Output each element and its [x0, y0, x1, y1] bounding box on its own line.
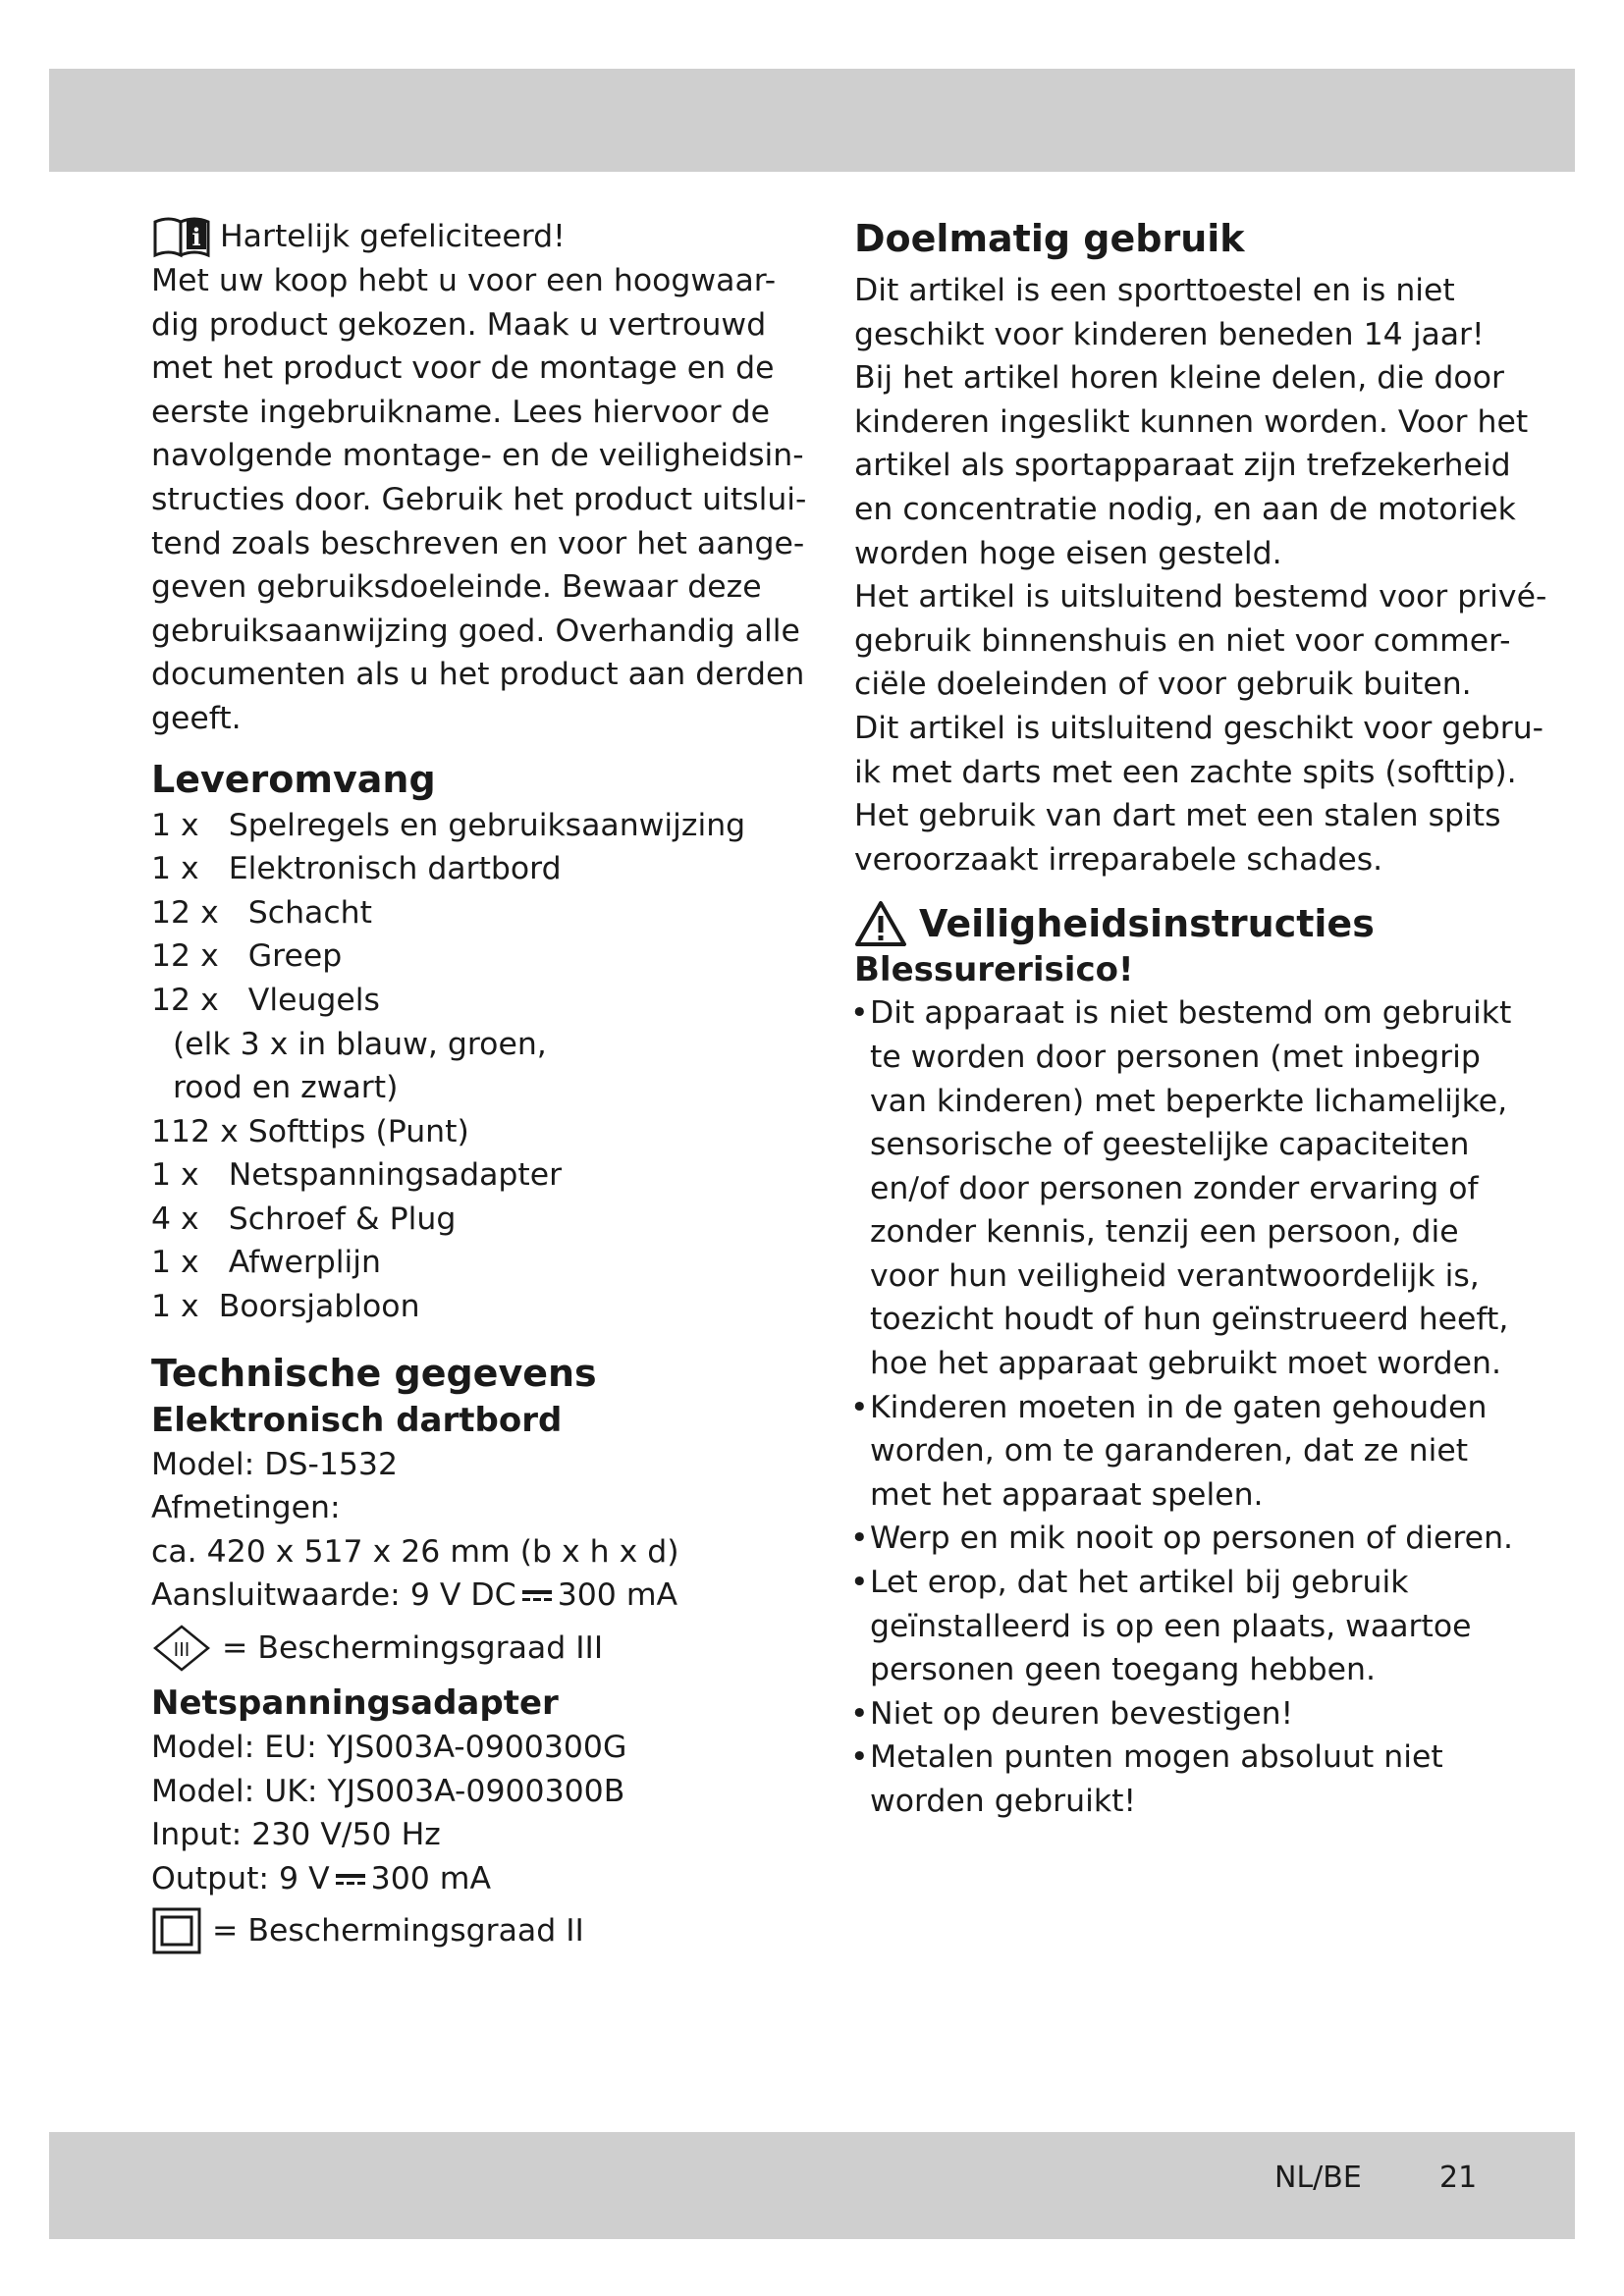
protection-class-3-label: = Beschermingsgraad III — [222, 1629, 604, 1666]
intended-use-line: Het gebruik van dart met een stalen spits — [854, 798, 1501, 834]
adapter-output — [151, 1857, 780, 1901]
bullet-dot: • — [850, 1565, 869, 1601]
adapter-output-prefix: Output: 9 V — [151, 1860, 330, 1896]
scope-item: 12 x Schacht — [151, 894, 372, 931]
intended-use-line: worden hoge eisen gesteld. — [854, 535, 1282, 571]
intended-use-line: Dit artikel is een sporttoestel en is niet — [854, 273, 1455, 308]
scope-item: 12 x Vleugels — [151, 982, 380, 1018]
safety-line: geïnstalleerd is op een plaats, waartoe — [870, 1608, 1472, 1644]
adapter-input: Input: 230 V/50 Hz — [151, 1817, 441, 1853]
intro-line: structies door. Gebruik het product uitslui- — [151, 481, 807, 517]
dartboard-power — [151, 1574, 780, 1618]
adapter-model-eu: Model: EU: YJS003A-0900300G — [151, 1730, 627, 1766]
bullet-dot: • — [850, 1739, 869, 1776]
right-column — [850, 214, 1547, 1824]
scope-heading: Leveromvang — [151, 757, 436, 801]
safety-line: personen geen toegang hebben. — [870, 1652, 1377, 1688]
safety-line: Kinderen moeten in de gaten gehouden — [870, 1389, 1488, 1425]
info-book-icon — [151, 214, 214, 259]
safety-line: toezicht houdt of hun geïnstrueerd heeft, — [870, 1302, 1509, 1338]
intro-line: documenten als u het product aan derden — [151, 657, 805, 693]
protection-class-2-label: = Beschermingsgraad II — [212, 1913, 584, 1949]
safety-subheading: Blessurerisico! — [854, 950, 1134, 990]
intro-line: dig product gekozen. Maak u vertrouwd — [151, 306, 767, 343]
dartboard-heading: Elektronisch dartbord — [151, 1400, 563, 1440]
scope-item: 4 x Schroef & Plug — [151, 1201, 457, 1237]
safety-item — [850, 1561, 1502, 1692]
warning-triangle-icon — [854, 900, 907, 947]
intended-use-line: gebruik binnenshuis en niet voor commer- — [854, 622, 1511, 659]
dc-symbol-icon — [522, 1589, 552, 1603]
intended-use-line: Het artikel is uitsluitend bestemd voor privé- — [854, 579, 1547, 615]
dc-symbol-icon — [336, 1873, 365, 1887]
intended-use-heading: Doelmatig gebruik — [854, 217, 1245, 260]
intro-line: eerste ingebruikname. Lees hiervoor de — [151, 394, 770, 430]
bullet-dot: • — [850, 1389, 869, 1425]
safety-item — [850, 991, 1512, 1385]
dartboard-dims-label: Afmetingen: — [151, 1490, 341, 1526]
safety-line: van kinderen) met beperkte lichamelijke, — [870, 1083, 1508, 1119]
scope-list — [151, 804, 780, 1329]
scope-item: 1 x Netspanningsadapter — [151, 1157, 563, 1194]
adapter-output-suffix: 300 mA — [370, 1860, 492, 1896]
scope-item: 1 x Spelregels en gebruiksaanwijzing — [151, 807, 746, 843]
intro-line: navolgende montage- en de veiligheidsin- — [151, 438, 804, 474]
dartboard-dims: ca. 420 x 517 x 26 mm (b x h x d) — [151, 1533, 679, 1570]
adapter-model-uk: Model: UK: YJS003A-0900300B — [151, 1773, 625, 1809]
safety-line: sensorische of geestelijke capaciteiten — [870, 1127, 1470, 1163]
safety-line: te worden door personen (met inbegrip — [870, 1039, 1481, 1075]
intro-line: geven gebruiksdoeleinde. Bewaar deze — [151, 569, 762, 606]
scope-item: 1 x Elektronisch dartbord — [151, 851, 562, 887]
intro-line: tend zoals beschreven en voor het aange- — [151, 525, 805, 561]
scope-item: 112 x Softtips (Punt) — [151, 1113, 469, 1149]
dartboard-model: Model: DS-1532 — [151, 1446, 398, 1482]
header-bar — [49, 69, 1575, 172]
svg-text:i: i — [191, 223, 201, 251]
safety-line: worden gebruikt! — [870, 1784, 1137, 1819]
safety-item — [850, 1692, 1502, 1736]
scope-item: 1 x Boorsjabloon — [151, 1289, 420, 1325]
dartboard-power-suffix: 300 mA — [557, 1577, 678, 1614]
scope-item: 12 x Greep — [151, 938, 343, 975]
safety-line: met het apparaat spelen. — [870, 1476, 1264, 1513]
intended-use-line: veroorzaakt irreparabele schades. — [854, 841, 1383, 878]
scope-item: 1 x Afwerplijn — [151, 1245, 382, 1281]
safety-line: Werp en mik nooit op personen of dieren. — [870, 1521, 1514, 1557]
intro-text — [151, 259, 807, 741]
footer-language: NL/BE — [1274, 2161, 1362, 2195]
safety-item — [850, 1735, 1502, 1823]
left-column — [151, 214, 807, 1963]
intro-line: gebruiksaanwijzing goed. Overhandig alle — [151, 613, 800, 649]
safety-item — [850, 1386, 1502, 1518]
adapter-heading: Netspanningsadapter — [151, 1683, 559, 1724]
safety-heading-row — [854, 899, 1502, 948]
bullet-dot: • — [850, 995, 869, 1032]
safety-heading: Veiligheidsinstructies — [919, 902, 1375, 946]
intro-line: geeft. — [151, 700, 242, 736]
intended-use-text — [854, 269, 1547, 881]
safety-line: Let erop, dat het artikel bij gebruik — [870, 1565, 1409, 1601]
intended-use-line: Dit artikel is uitsluitend geschikt voor gebru- — [854, 710, 1544, 746]
safety-item — [850, 1517, 1514, 1561]
intended-use-line: Bij het artikel horen kleine delen, die door — [854, 360, 1504, 397]
safety-line: voor hun veiligheid verantwoordelijk is, — [870, 1257, 1480, 1294]
protection-class-2 — [151, 1906, 780, 1955]
intended-use-line: kinderen ingeslikt kunnen worden. Voor het — [854, 403, 1529, 440]
intended-use-line: ik met darts met een zachte spits (softtip). — [854, 754, 1517, 790]
tech-heading: Technische gegevens — [151, 1351, 597, 1395]
protection-class-3 — [151, 1624, 780, 1673]
safety-line: Niet op deuren bevestigen! — [870, 1695, 1294, 1732]
safety-list — [850, 991, 1514, 1823]
intro-greeting: Hartelijk gefeliciteerd! — [220, 219, 566, 255]
bullet-dot: • — [850, 1521, 869, 1557]
safety-line: en/of door personen zonder ervaring of — [870, 1170, 1479, 1206]
page-number: 21 — [1439, 2161, 1478, 2195]
scope-item-note: (elk 3 x in blauw, groen, — [173, 1026, 547, 1062]
dartboard-power-prefix: Aansluitwaarde: 9 V DC — [151, 1577, 516, 1614]
safety-line: hoe het apparaat gebruikt moet worden. — [870, 1346, 1501, 1382]
safety-line: zonder kennis, tenzij een persoon, die — [870, 1214, 1459, 1251]
protection-class-2-icon — [151, 1906, 202, 1955]
bullet-dot: • — [850, 1695, 869, 1732]
safety-line: Dit apparaat is niet bestemd om gebruikt — [870, 995, 1512, 1032]
safety-line: worden, om te garanderen, dat ze niet — [870, 1433, 1469, 1469]
scope-item-note: rood en zwart) — [173, 1070, 399, 1106]
intended-use-line: ciële doeleinden of voor gebruik buiten. — [854, 667, 1472, 703]
intro-line: Met uw koop hebt u voor een hoogwaar- — [151, 263, 777, 298]
intended-use-line: artikel als sportapparaat zijn trefzekerheid — [854, 448, 1511, 484]
intended-use-line: geschikt voor kinderen beneden 14 jaar! — [854, 316, 1485, 352]
safety-line: Metalen punten mogen absoluut niet — [870, 1739, 1443, 1776]
intro-line: met het product voor de montage en de — [151, 350, 775, 387]
intro-heading — [151, 214, 780, 259]
intended-use-line: en concentratie nodig, en aan de motoriek — [854, 491, 1516, 527]
protection-class-3-icon — [151, 1624, 212, 1673]
protection-class-3-mark: III — [173, 1639, 190, 1662]
